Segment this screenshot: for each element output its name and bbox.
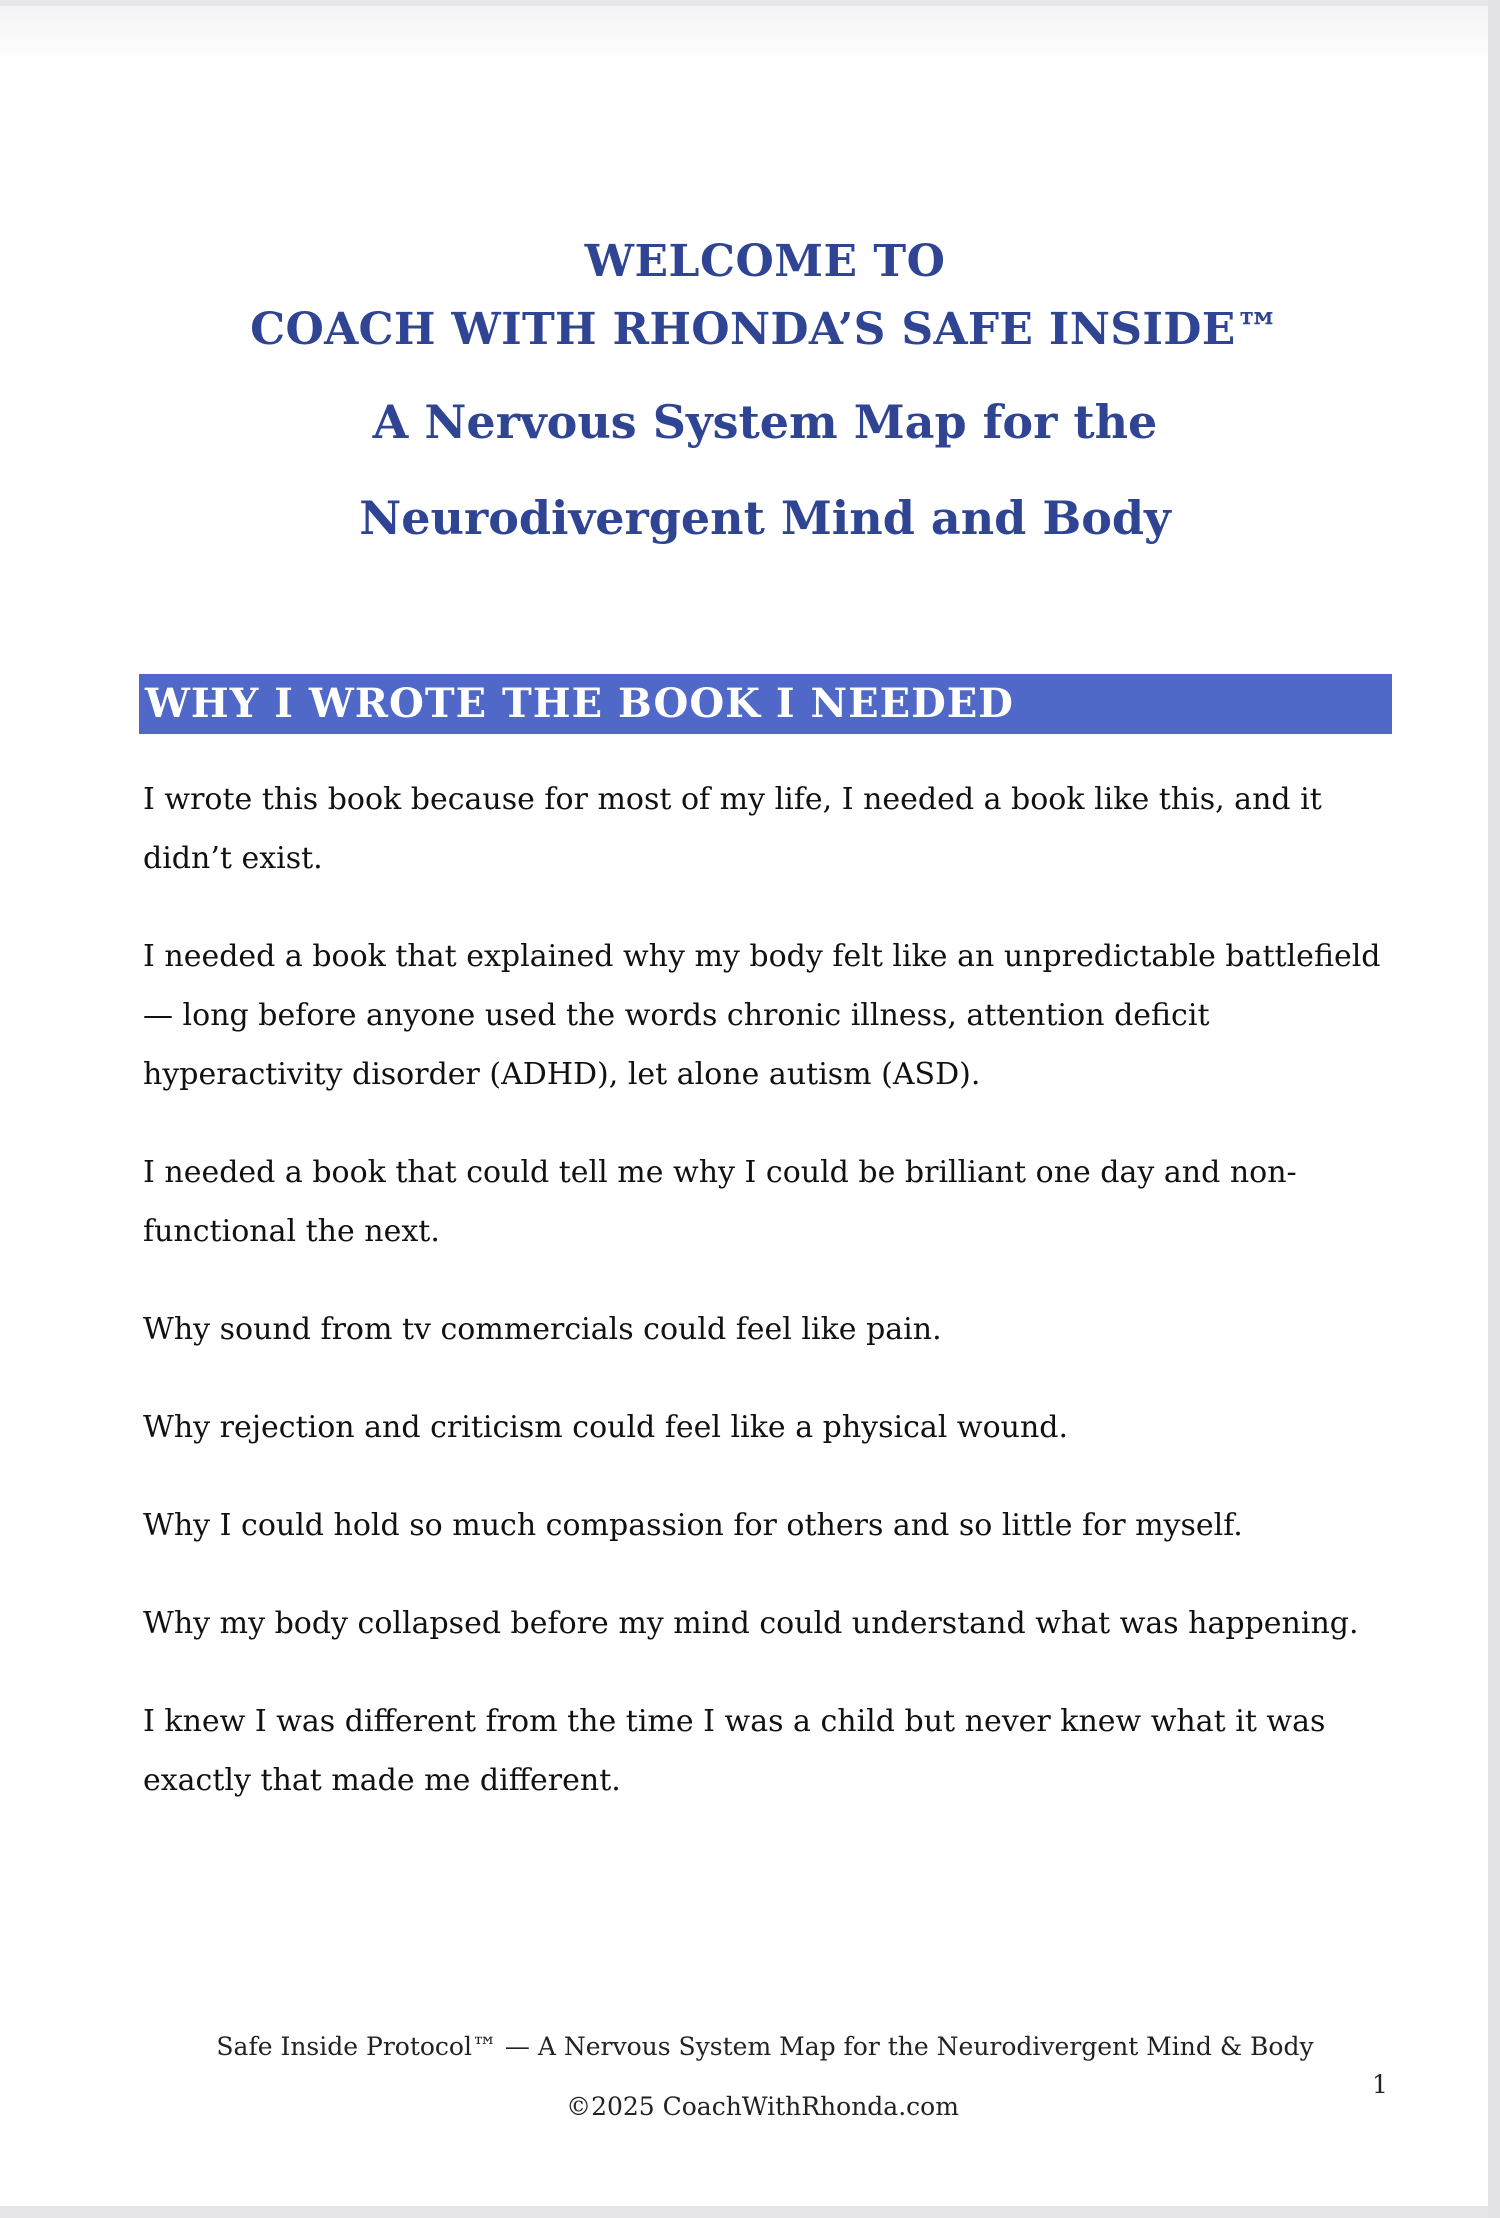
title-welcome: WELCOME TO bbox=[584, 236, 946, 287]
paragraph: Why rejection and criticism could feel like a physical wound. bbox=[143, 1410, 1069, 1445]
paragraph: I knew I was different from the time I was a child but never knew what it was exactly that made me different. bbox=[143, 1704, 1326, 1798]
footer-copyright: ©2025 CoachWithRhonda.com bbox=[566, 2092, 959, 2121]
subtitle-line-2: Neurodivergent Mind and Body bbox=[359, 491, 1171, 545]
section-heading: WHY I WROTE THE BOOK I NEEDED bbox=[145, 680, 1014, 727]
title-block bbox=[0, 228, 1488, 566]
page-top-shade bbox=[0, 6, 1488, 66]
subtitle-line-1: A Nervous System Map for the bbox=[372, 395, 1158, 449]
footer-title: Safe Inside Protocol™ — A Nervous System Map for the Neurodivergent Mind & Body bbox=[216, 2032, 1314, 2061]
viewer-edge bbox=[1488, 0, 1500, 2218]
title-brand: COACH WITH RHONDA’S SAFE INSIDE™ bbox=[250, 304, 1280, 355]
paragraph: I wrote this book because for most of my life, I needed a book like this, and it didn’t exist. bbox=[143, 782, 1322, 876]
body-text bbox=[143, 770, 1393, 1849]
section-heading-bar bbox=[139, 674, 1392, 734]
paragraph: I needed a book that explained why my body felt like an unpredictable battlefield — long before anyone used the words chronic illness, attention deficit hyperactivity disorder (ADHD), let alone autism (ASD). bbox=[143, 939, 1381, 1092]
page-number: 1 bbox=[1372, 2070, 1388, 2099]
paragraph: Why my body collapsed before my mind could understand what was happening. bbox=[143, 1606, 1359, 1641]
paragraph: I needed a book that could tell me why I could be brilliant one day and non-functional the next. bbox=[143, 1155, 1297, 1249]
document-page bbox=[0, 6, 1488, 2206]
paragraph: Why I could hold so much compassion for others and so little for myself. bbox=[143, 1508, 1243, 1543]
paragraph: Why sound from tv commercials could feel like pain. bbox=[143, 1312, 942, 1347]
